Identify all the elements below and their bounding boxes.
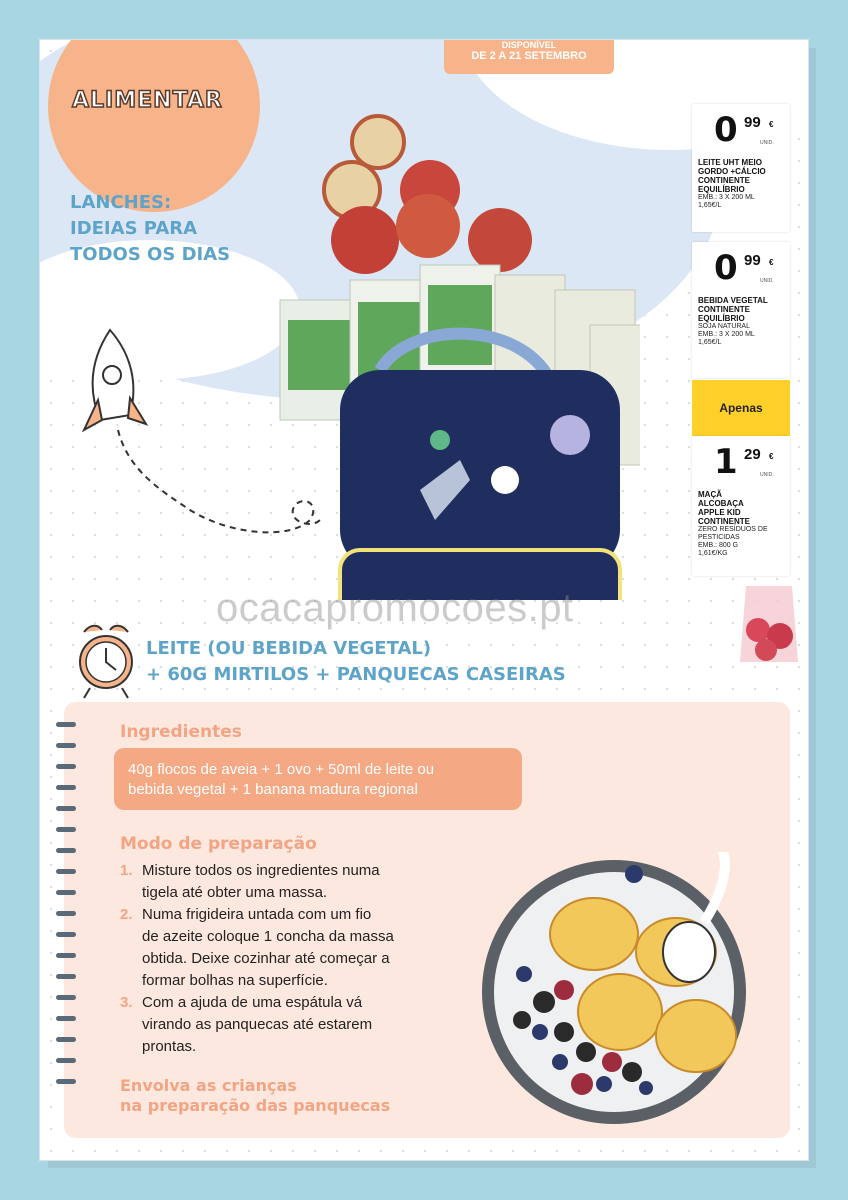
alarm-clock-icon bbox=[76, 618, 136, 702]
desc-line: EMB.: 3 X 200 ML bbox=[698, 194, 755, 201]
price-cents: 99 bbox=[744, 252, 761, 269]
step-line: de azeite coloque 1 concha da massa bbox=[142, 928, 394, 945]
step-1 bbox=[120, 860, 450, 904]
lunch-bag bbox=[340, 334, 620, 600]
unit: UNID. bbox=[760, 140, 774, 146]
product-name bbox=[692, 158, 790, 194]
step-line: Com a ajuda de uma espátula vá bbox=[142, 994, 363, 1011]
recipe-card bbox=[64, 702, 790, 1138]
step-line: tigela até obter uma massa. bbox=[142, 884, 328, 901]
involve-line1: Envolva as crianças bbox=[120, 1076, 297, 1095]
involve-line2: na preparação das panquecas bbox=[120, 1096, 391, 1115]
watermark: ocacapromocoes.pt bbox=[216, 586, 574, 630]
name-line: GORDO +CÁLCIO bbox=[698, 167, 766, 176]
prep-steps bbox=[120, 860, 450, 1058]
apenas-badge: Apenas bbox=[692, 380, 790, 436]
prep-heading: Modo de preparação bbox=[120, 834, 317, 854]
name-line: LEITE UHT MEIO bbox=[698, 158, 762, 167]
involve-note bbox=[120, 1076, 390, 1116]
name-line: EQUILÍBRIO bbox=[698, 185, 745, 194]
price-integer: 0 bbox=[714, 248, 738, 288]
step-line: obtida. Deixe cozinhar até começar a bbox=[142, 950, 390, 967]
price bbox=[692, 436, 790, 490]
recipe-title-line2: + 60G MIRTILOS + PANQUECAS CASEIRAS bbox=[146, 664, 566, 685]
name-line: ALCOBAÇA bbox=[698, 499, 744, 508]
unit: UNID. bbox=[760, 472, 774, 478]
price-integer: 1 bbox=[714, 442, 738, 482]
apples-group bbox=[324, 116, 532, 274]
headline-line2: IDEIAS PARA bbox=[70, 218, 198, 239]
availability-ribbon bbox=[444, 40, 614, 74]
availability-line1: DISPONÍVEL bbox=[501, 40, 557, 50]
currency: € bbox=[769, 258, 774, 267]
desc-line: SOJA NATURAL bbox=[698, 323, 750, 330]
desc-line: 1,61€/KG bbox=[698, 550, 728, 557]
price-integer: 0 bbox=[714, 110, 738, 150]
name-line: APPLE KID bbox=[698, 508, 741, 517]
step-line: Numa frigideira untada com um fio bbox=[142, 906, 372, 923]
currency: € bbox=[769, 452, 774, 461]
step-2 bbox=[120, 904, 450, 992]
desc-line: ZERO RESÍDUOS DE bbox=[698, 526, 768, 533]
name-line: BEBIDA VEGETAL bbox=[698, 296, 768, 305]
step-number: 1. bbox=[120, 862, 133, 879]
desc-line: PESTICIDAS bbox=[698, 534, 740, 541]
availability-line2: DE 2 A 21 SETEMBRO bbox=[471, 50, 587, 62]
headline-line1: LANCHES: bbox=[70, 192, 172, 213]
price-card-milk bbox=[692, 104, 790, 232]
step-line: Misture todos os ingredientes numa bbox=[142, 862, 380, 879]
desc-line: 1,65€/L bbox=[698, 339, 722, 346]
price bbox=[692, 242, 790, 296]
product-desc bbox=[692, 194, 790, 214]
recipe-title-line1: LEITE (OU BEBIDA VEGETAL) bbox=[146, 638, 432, 659]
product-name bbox=[692, 490, 790, 526]
ingredients-line1: 40g flocos de aveia + 1 ovo + 50ml de leite ou bbox=[128, 761, 435, 778]
name-line: CONTINENTE bbox=[698, 517, 750, 526]
price-card-soy bbox=[692, 242, 790, 378]
step-line: virando as panquecas até estarem bbox=[142, 1016, 373, 1033]
product-name bbox=[692, 296, 790, 323]
ingredients-heading: Ingredientes bbox=[120, 722, 242, 742]
unit: UNID. bbox=[760, 278, 774, 284]
product-desc bbox=[692, 526, 790, 562]
step-line: prontas. bbox=[142, 1038, 197, 1055]
flyer-page bbox=[40, 40, 808, 1160]
name-line: CONTINENTE bbox=[698, 176, 750, 185]
recipe-title bbox=[146, 636, 566, 688]
category-label: ALIMENTAR bbox=[72, 88, 223, 113]
currency: € bbox=[769, 120, 774, 129]
name-line: EQUILÍBRIO bbox=[698, 314, 745, 323]
price-cents: 29 bbox=[744, 446, 761, 463]
headline-line3: TODOS OS DIAS bbox=[70, 244, 231, 265]
ingredients-box bbox=[114, 748, 522, 810]
name-line: CONTINENTE bbox=[698, 305, 750, 314]
price bbox=[692, 104, 790, 158]
ingredients-line2: bebida vegetal + 1 banana madura regional bbox=[128, 781, 418, 798]
desc-line: 1,65€/L bbox=[698, 202, 722, 209]
product-desc bbox=[692, 323, 790, 351]
step-3 bbox=[120, 992, 450, 1058]
pancake-plate-image bbox=[464, 852, 764, 1132]
desc-line: EMB.: 3 X 200 ML bbox=[698, 331, 755, 338]
notebook-spiral bbox=[56, 722, 78, 1100]
apple-bag-image bbox=[736, 576, 802, 668]
product-image bbox=[260, 80, 640, 600]
step-line: formar bolhas na superfície. bbox=[142, 972, 328, 989]
desc-line: EMB.: 800 G bbox=[698, 542, 739, 549]
price-cents: 99 bbox=[744, 114, 761, 131]
step-number: 3. bbox=[120, 994, 133, 1011]
name-line: MAÇÃ bbox=[698, 490, 722, 499]
price-card-apple bbox=[692, 436, 790, 576]
page-headline bbox=[70, 190, 230, 268]
step-number: 2. bbox=[120, 906, 133, 923]
